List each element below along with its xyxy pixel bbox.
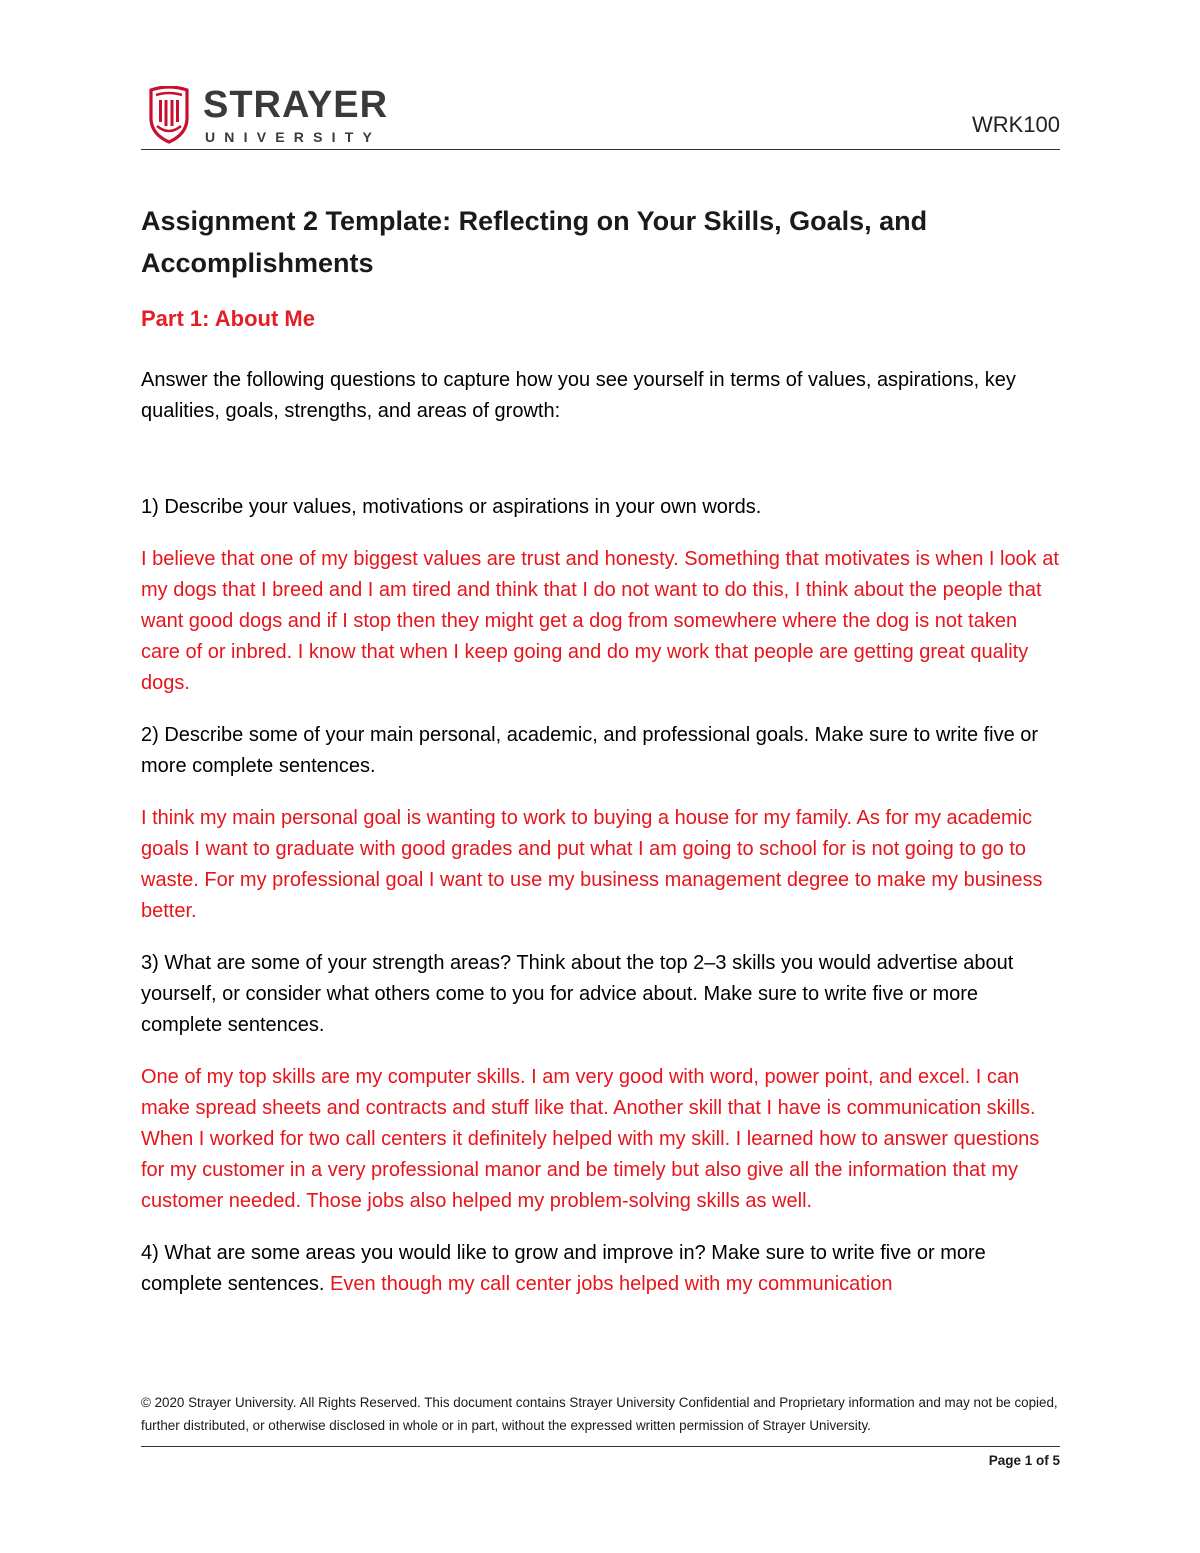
header-divider (141, 149, 1060, 150)
answer-2: I think my main personal goal is wanting to work to buying a house for my family. As for my academic goals I want to graduate with good grades and put what I am going to school for is not going to go to waste. For my professional goal I want to use my business management degree to make my business better. (141, 807, 1043, 922)
copyright-notice: © 2020 Strayer University. All Rights Reserved. This document contains Strayer University Confidential and Proprietary information and may not be copied, further distributed, or otherwise disclosed in whole or in part, without the expressed written permission of Strayer University. (141, 1395, 1058, 1433)
question-3: 3) What are some of your strength areas? Think about the top 2–3 skills you would advertise about yourself, or consider what others come to you for advice about. Make sure to write five or more complete sentences. (141, 952, 1014, 1036)
answer-3: One of my top skills are my computer skills. I am very good with word, power point, and excel. I can make spread sheets and contracts and stuff like that. Another skill that I have is communication skills. When I worked for two call centers it definitely helped with my skill. I learned how to answer questions for my customer in a very professional manor and be timely but also give all the information that my customer needed. Those jobs also helped my problem-solving skills as well. (141, 1066, 1040, 1212)
course-code: WRK100 (971, 112, 1060, 137)
logo-subtitle: UNIVERSITY (205, 129, 382, 145)
page-number: Page 1 of 5 (988, 1453, 1060, 1468)
footer-divider (141, 1446, 1060, 1447)
question-4 (141, 1238, 1061, 1300)
question-2: 2) Describe some of your main personal, academic, and professional goals. Make sure to write five or more complete sentences. (141, 724, 1039, 777)
page-header (141, 82, 1060, 150)
strayer-logo (149, 86, 388, 146)
strayer-shield-icon (149, 86, 189, 144)
logo-wordmark: STRAYER (203, 84, 389, 126)
answer-1: I believe that one of my biggest values are trust and honesty. Something that motivates is when I look at my dogs that I breed and I am tired and think that I do not want to do this, I think about the people that want good dogs and if I stop then they might get a dog from somewhere where the dog is not taken care of or inbred. I know that when I keep going and do my work that people are getting great quality dogs. (141, 548, 1059, 694)
question-4-text: 4) What are some areas you would like to grow and improve in? Make sure to write five or more complete sentences. (141, 1242, 986, 1295)
question-1: 1) Describe your values, motivations or aspirations in your own words. (141, 496, 762, 518)
intro-paragraph: Answer the following questions to capture how you see yourself in terms of values, aspirations, key qualities, goals, strengths, and areas of growth: (141, 369, 1016, 422)
document-title: Assignment 2 Template: Reflecting on Your Skills, Goals, and Accomplishments (141, 206, 928, 278)
answer-4-start: Even though my call center jobs helped with my communication (330, 1273, 893, 1295)
document-body (141, 200, 1061, 1300)
part-heading: Part 1: About Me (141, 306, 315, 331)
